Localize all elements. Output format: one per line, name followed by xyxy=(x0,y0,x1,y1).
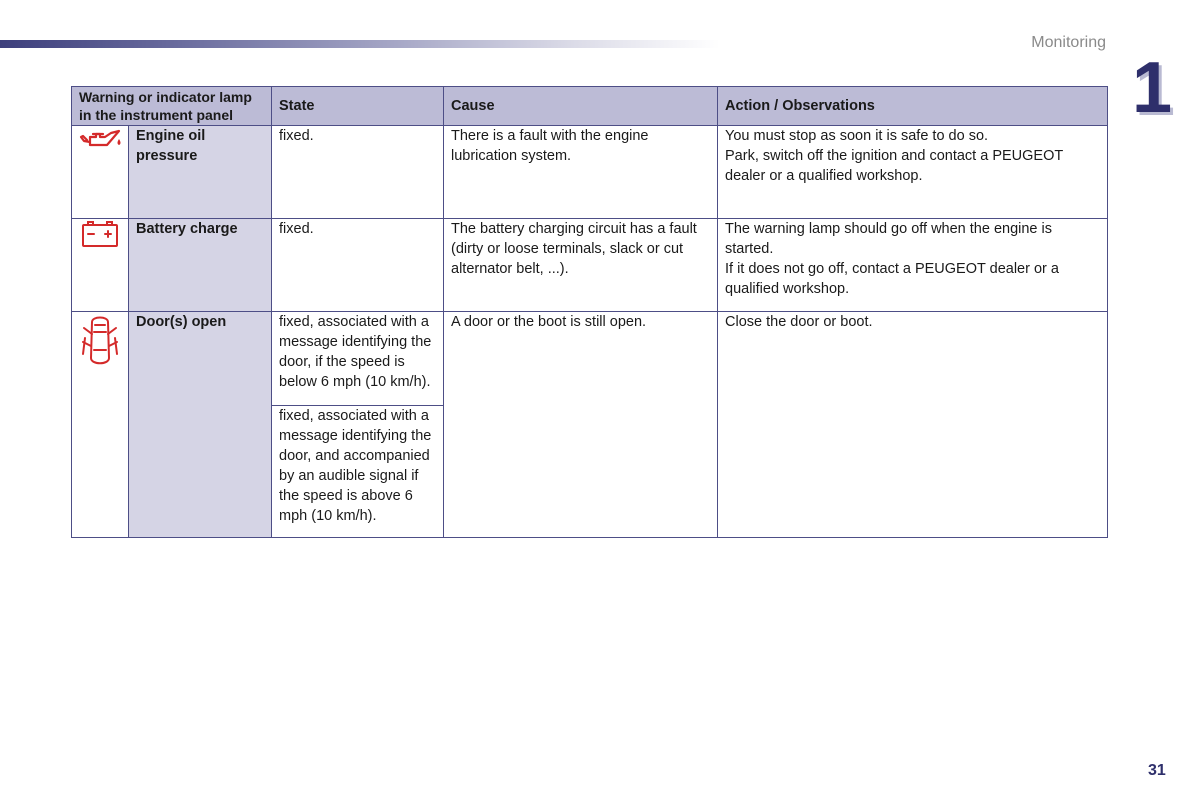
cause-cell: A door or the boot is still open. xyxy=(444,312,718,538)
table-row xyxy=(72,126,1108,219)
lamp-name: Door(s) open xyxy=(129,312,272,538)
action-line: You must stop as soon it is safe to do so. xyxy=(725,128,989,144)
header-cause: Cause xyxy=(444,87,718,126)
action-line: If it does not go off, contact a PEUGEOT dealer or a qualified workshop. xyxy=(725,261,1059,297)
state-cell: fixed. xyxy=(272,219,444,312)
icon-cell xyxy=(72,219,129,312)
state-cell: fixed. xyxy=(272,126,444,219)
table-row xyxy=(72,219,1108,312)
lamp-name: Engine oil pressure xyxy=(129,126,272,219)
header-lamp: Warning or indicator lamp in the instrument panel xyxy=(72,87,272,126)
header-action: Action / Observations xyxy=(718,87,1108,126)
action-cell xyxy=(718,312,1108,538)
action-cell xyxy=(718,219,1108,312)
action-line: Park, switch off the ignition and contact a PEUGEOT dealer or a qualified workshop. xyxy=(725,148,1063,184)
state-cell: fixed, associated with a message identifying the door, if the speed is below 6 mph (10 km/h). xyxy=(272,312,444,406)
battery-icon xyxy=(79,219,121,249)
icon-cell xyxy=(72,312,129,538)
cause-cell: The battery charging circuit has a fault (dirty or loose terminals, slack or cut alternator belt, ...). xyxy=(444,219,718,312)
lamp-name: Battery charge xyxy=(129,219,272,312)
cause-cell: There is a fault with the engine lubrication system. xyxy=(444,126,718,219)
section-title: Monitoring xyxy=(1031,34,1106,51)
table-row xyxy=(72,312,1108,406)
chapter-number: 1 xyxy=(1132,48,1173,128)
car-door-open-icon xyxy=(79,312,121,372)
action-line: Close the door or boot. xyxy=(725,314,873,330)
icon-cell xyxy=(72,126,129,219)
warning-lamp-table xyxy=(71,86,1108,538)
table-header-row xyxy=(72,87,1108,126)
action-cell xyxy=(718,126,1108,219)
header-gradient-bar xyxy=(0,40,720,48)
header-state: State xyxy=(272,87,444,126)
state-cell: fixed, associated with a message identifying the door, and accompanied by an audible signal if the speed is above 6 mph (10 km/h). xyxy=(272,406,444,538)
oil-can-icon xyxy=(79,126,121,152)
action-line: The warning lamp should go off when the engine is started. xyxy=(725,221,1053,257)
page-number: 31 xyxy=(1148,762,1166,779)
